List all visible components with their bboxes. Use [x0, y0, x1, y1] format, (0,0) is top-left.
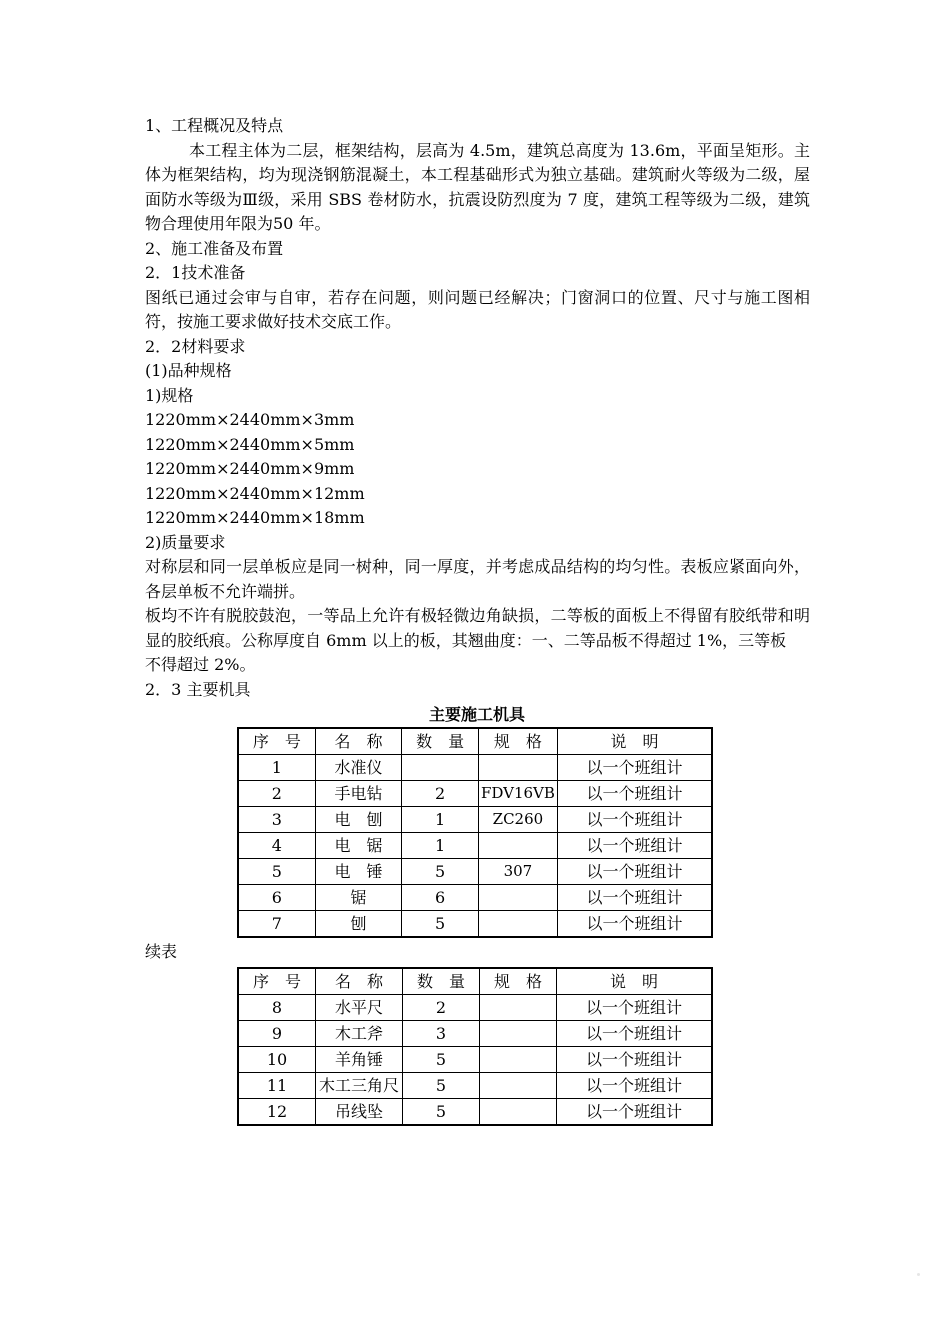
section-2-3-heading: 2．3 主要机具 [145, 679, 251, 699]
table-cell: 吊线坠 [316, 1098, 403, 1125]
quality-paragraph: 对称层和同一层单板应是同一树种，同一厚度，并考虑成品结构的均匀性。表板应紧面向外，各层单板不允许端拼。 [145, 557, 810, 601]
tools-table-continued [237, 967, 713, 1126]
header-cell: 序 号 [238, 728, 315, 755]
table-cell: 以一个班组计 [557, 885, 712, 911]
table-cell: 6 [402, 885, 479, 911]
table-cell: 3 [403, 1020, 480, 1046]
table-cell: 3 [238, 807, 315, 833]
section-2-1-paragraph: 图纸已通过会审与自审，若存在问题，则问题已经解决；门窗洞口的位置、尺寸与施工图相符，按施工要求做好技术交底工作。 [145, 287, 810, 331]
spec-item: 1220mm×2440mm×18mm [145, 508, 365, 527]
table-row [238, 859, 712, 885]
table-cell: 1 [402, 807, 479, 833]
table-cell: 4 [238, 833, 315, 859]
table-cell [480, 1020, 557, 1046]
table-cell: 2 [403, 994, 480, 1020]
table-cell: 以一个班组计 [557, 807, 712, 833]
section-2-1-heading: 2．1技术准备 [145, 263, 246, 282]
table-cell: 11 [238, 1072, 316, 1098]
table-row [238, 885, 712, 911]
header-cell: 规 格 [478, 728, 557, 755]
table-cell: 水平尺 [316, 994, 403, 1020]
table-cell [480, 1046, 557, 1072]
table-cell [402, 755, 479, 781]
section-1-paragraph: 本工程主体为二层，框架结构，层高为 4.5m，建筑总高度为 13.6m，平面呈矩形。主体为框架结构，均为现浇钢筋混凝土，本工程基础形式为独立基础。建筑耐火等级为二级，屋面防水等级为Ⅲ级，采用 SBS 卷材防水，抗震设防烈度为 7 度，建筑工程等级为二级，建筑物合理使用年限为50 年。 [145, 140, 810, 233]
table-cell: 2 [402, 781, 479, 807]
header-cell: 名 称 [316, 968, 403, 995]
section-1-heading: 1、工程概况及特点 [145, 116, 284, 135]
table-cell: 水准仪 [315, 755, 402, 781]
table-cell: 6 [238, 885, 315, 911]
spec-item: 1220mm×2440mm×3mm [145, 410, 355, 429]
table-cell [478, 885, 557, 911]
spec-subheading: 1)规格 [145, 385, 194, 405]
table-cell [480, 1098, 557, 1125]
tools-table [237, 727, 713, 938]
table-row [238, 994, 712, 1020]
table-row [238, 911, 712, 938]
header-cell: 数 量 [403, 968, 480, 995]
table-cell: 电 锤 [315, 859, 402, 885]
header-cell: 说 明 [557, 728, 712, 755]
continued-label: 续表 [145, 942, 178, 961]
table-cell: 5 [402, 859, 479, 885]
table-row [238, 1046, 712, 1072]
table-cell: 5 [403, 1046, 480, 1072]
table-cell: 以一个班组计 [557, 781, 712, 807]
table-cell: 以一个班组计 [557, 755, 712, 781]
table-cell: 手电钻 [315, 781, 402, 807]
spec-item: 1220mm×2440mm×12mm [145, 483, 365, 503]
page-dot-mark [917, 1273, 920, 1276]
table-cell [480, 994, 557, 1020]
table-cell [478, 911, 557, 938]
table-title: 主要施工机具 [428, 705, 525, 724]
table-cell: 羊角锤 [316, 1046, 403, 1072]
table-cell: 9 [238, 1020, 316, 1046]
table-cell: 5 [238, 859, 315, 885]
table-cell: FDV16VB [478, 781, 557, 807]
variety-spec-heading: (1)品种规格 [145, 361, 232, 380]
header-cell: 名 称 [315, 728, 402, 755]
quality-paragraph-end: 不得超过 2%。 [145, 655, 256, 674]
table-cell: 以一个班组计 [557, 994, 713, 1020]
table-cell: 1 [238, 755, 315, 781]
table-row [238, 1020, 712, 1046]
table-row [238, 1098, 712, 1125]
table-cell: 1 [402, 833, 479, 859]
section-2-heading: 2、施工准备及布置 [145, 238, 284, 258]
table-cell: 2 [238, 781, 315, 807]
document-page [145, 114, 810, 1126]
quality-subheading: 2)质量要求 [145, 532, 226, 552]
table-header-row [238, 968, 712, 995]
table-cell: 木工斧 [316, 1020, 403, 1046]
table-row [238, 807, 712, 833]
table-cell: ZC260 [478, 807, 557, 833]
table-row [238, 755, 712, 781]
table-cell: 5 [403, 1098, 480, 1125]
table-cell: 8 [238, 994, 316, 1020]
table-cell: 以一个班组计 [557, 833, 712, 859]
table-cell: 以一个班组计 [557, 1072, 713, 1098]
quality-paragraph: 板均不许有脱胶鼓泡，一等品上允许有极轻微边角缺损，二等板的面板上不得留有胶纸带和明显的胶纸痕。公称厚度自 6mm 以上的板，其翘曲度：一、二等品板不得超过 1%，三等板 [145, 606, 810, 650]
table-cell: 电 刨 [315, 807, 402, 833]
table-cell: 7 [238, 911, 315, 938]
table-cell [480, 1072, 557, 1098]
table-cell: 307 [478, 859, 557, 885]
table-cell: 以一个班组计 [557, 1098, 713, 1125]
table-row [238, 833, 712, 859]
section-2-2-heading: 2．2材料要求 [145, 336, 246, 356]
table-cell: 以一个班组计 [557, 911, 712, 938]
table-cell [478, 755, 557, 781]
header-cell: 数 量 [402, 728, 479, 755]
table-cell: 5 [402, 911, 479, 938]
table-cell: 12 [238, 1098, 316, 1125]
table-cell: 以一个班组计 [557, 1020, 713, 1046]
header-cell: 序 号 [238, 968, 316, 995]
table-cell: 电 锯 [315, 833, 402, 859]
table-cell: 10 [238, 1046, 316, 1072]
table-row [238, 1072, 712, 1098]
table-cell: 木工三角尺 [316, 1072, 403, 1098]
table-header-row [238, 728, 712, 755]
header-cell: 规 格 [480, 968, 557, 995]
table-cell: 刨 [315, 911, 402, 938]
table-cell: 锯 [315, 885, 402, 911]
header-cell: 说 明 [557, 968, 713, 995]
table-cell: 以一个班组计 [557, 1046, 713, 1072]
table-cell: 以一个班组计 [557, 859, 712, 885]
spec-item: 1220mm×2440mm×5mm [145, 434, 355, 454]
table-row [238, 781, 712, 807]
table-cell: 5 [403, 1072, 480, 1098]
table-cell [478, 833, 557, 859]
spec-item: 1220mm×2440mm×9mm [145, 459, 355, 478]
